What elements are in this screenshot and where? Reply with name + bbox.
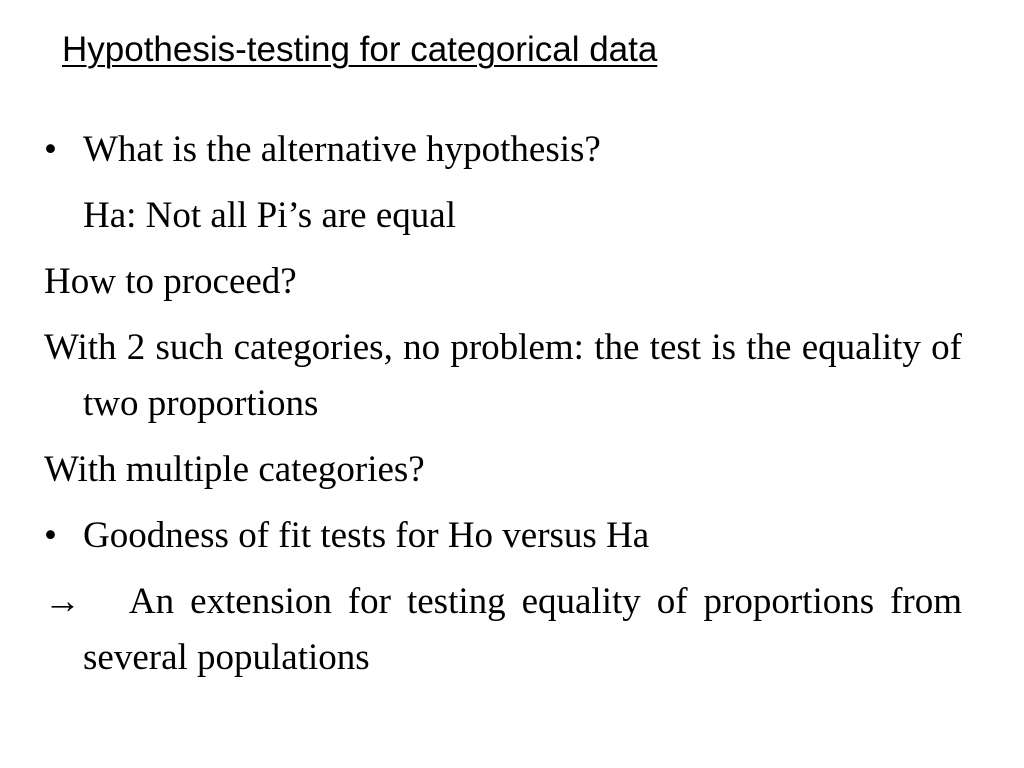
goodness-of-fit-item: Goodness of fit tests for Ho versus Ha xyxy=(83,515,650,556)
proceed-question: How to proceed? xyxy=(44,261,297,302)
list-item xyxy=(44,254,962,310)
slide-title: Hypothesis-testing for categorical data xyxy=(62,30,658,69)
bullet-icon: • xyxy=(44,129,57,170)
alternative-hypothesis: Ha: Not all Pi’s are equal xyxy=(83,195,456,236)
list-item xyxy=(44,122,962,178)
two-categories-paragraph: With 2 such categories, no problem: the test is the equality of two proportions xyxy=(44,327,962,424)
slide-body xyxy=(44,122,962,686)
right-arrow-icon: → xyxy=(44,581,81,622)
list-item xyxy=(44,442,962,498)
bullet-icon: • xyxy=(44,515,57,556)
list-item xyxy=(44,188,962,244)
extension-text: An extension for testing equality of proportions from several populations xyxy=(83,581,963,678)
multiple-categories-question: With multiple categories? xyxy=(44,449,425,490)
list-item xyxy=(44,508,962,564)
extension-paragraph xyxy=(44,574,962,686)
alternative-question: What is the alternative hypothesis? xyxy=(83,129,601,170)
